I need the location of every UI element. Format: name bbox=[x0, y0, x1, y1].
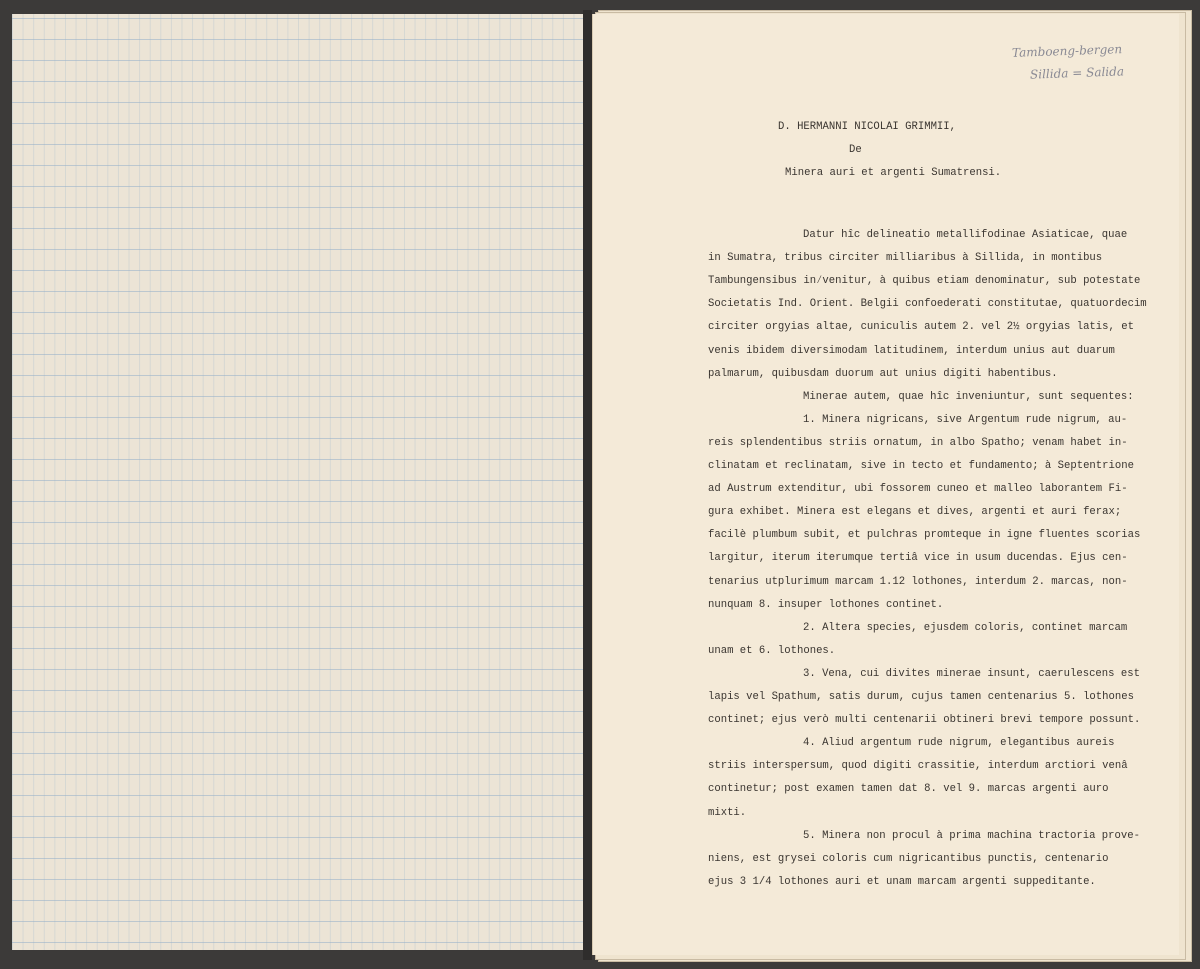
body-text-line: Minerae autem, quae hîc inveniuntur, sunt sequentes: bbox=[803, 390, 1134, 403]
body-text-line: 1. Minera nigricans, sive Argentum rude nigrum, au- bbox=[803, 413, 1128, 426]
body-text-line: largitur, iterum iterumque tertiâ vice in usum ducendas. Ejus cen- bbox=[708, 552, 1128, 565]
body-text-line: tenarius utplurimum marcam 1.12 lothones, interdum 2. marcas, non- bbox=[708, 575, 1128, 588]
body-text-line: continetur; post examen tamen dat 8. vel 9. marcas argenti auro bbox=[708, 783, 1109, 796]
body-text-line: ad Austrum extenditur, ubi fossorem cuneo et malleo laborantem Fi- bbox=[708, 483, 1128, 496]
body-text-line: palmarum, quibusdam duorum aut unius digiti habentibus. bbox=[708, 367, 1058, 380]
body-text-line: Datur hîc delineatio metallifodinae Asiaticae, quae bbox=[803, 229, 1128, 241]
body-text-line: clinatam et reclinatam, sive in tecto et fundamento; à Septentrione bbox=[708, 460, 1134, 472]
body-text-line: gura exhibet. Minera est elegans et dives, argenti et auri ferax; bbox=[708, 506, 1122, 519]
left-page-lined-paper bbox=[12, 14, 583, 950]
book-gutter bbox=[583, 10, 592, 960]
body-text-line: nunquam 8. insuper lothones continet. bbox=[708, 598, 944, 611]
body-text-line: venis ibidem diversimodam latitudinem, interdum unius aut duarum bbox=[708, 344, 1115, 357]
document-subject: Minera auri et argenti Sumatrensi. bbox=[785, 167, 1002, 179]
body-text-line: ejus 3 1/4 lothones auri et unam marcam argenti suppeditante. bbox=[708, 875, 1096, 888]
handwritten-annotation-line-2: Sillida = Salida bbox=[1029, 64, 1125, 82]
body-text-line: in Sumatra, tribus circiter milliaribus à Sillida, in montibus bbox=[708, 252, 1103, 265]
body-text-line: 5. Minera non procul à prima machina tractoria prove- bbox=[803, 829, 1140, 842]
document-title-de: De bbox=[849, 144, 862, 156]
body-text-line: unam et 6. lothones. bbox=[708, 644, 836, 657]
body-text-line: 2. Altera species, ejusdem coloris, continet marcam bbox=[803, 621, 1128, 634]
body-text-line: Tambungensibus in⁄venitur, à quibus etiam denominatur, sub potestate bbox=[708, 275, 1141, 288]
body-text-line: mixti. bbox=[708, 806, 747, 819]
body-text-line: 4. Aliud argentum rude nigrum, elegantibus aureis bbox=[803, 737, 1115, 750]
document-author: D. HERMANNI NICOLAI GRIMMII, bbox=[778, 121, 957, 133]
body-text-line: lapis vel Spathum, satis durum, cujus tamen centenarius 5. lothones bbox=[708, 691, 1134, 703]
body-text-line: facilè plumbum subit, et pulchras promteque in igne fluentes scorias bbox=[708, 529, 1141, 542]
body-text-line: 3. Vena, cui divites minerae insunt, caerulescens est bbox=[803, 667, 1140, 680]
body-text-line: reis splendentibus striis ornatum, in albo Spatho; venam habet in- bbox=[708, 436, 1128, 449]
body-text-line: striis interspersum, quod digiti crassitie, interdum arctiori venâ bbox=[708, 760, 1128, 773]
handwritten-annotation-line-1: Tamboeng-bergen bbox=[1011, 42, 1123, 60]
body-text-line: circiter orgyias altae, cuniculis autem 2. vel 2½ orgyias latis, et bbox=[708, 321, 1134, 334]
body-text-line: Societatis Ind. Orient. Belgii confoederati constitutae, quatuordecim bbox=[708, 298, 1147, 311]
body-text-line: continet; ejus verò multi centenarii obtineri brevi tempore possunt. bbox=[708, 714, 1141, 727]
body-text-line: niens, est grysei coloris cum nigricantibus punctis, centenario bbox=[708, 852, 1109, 865]
